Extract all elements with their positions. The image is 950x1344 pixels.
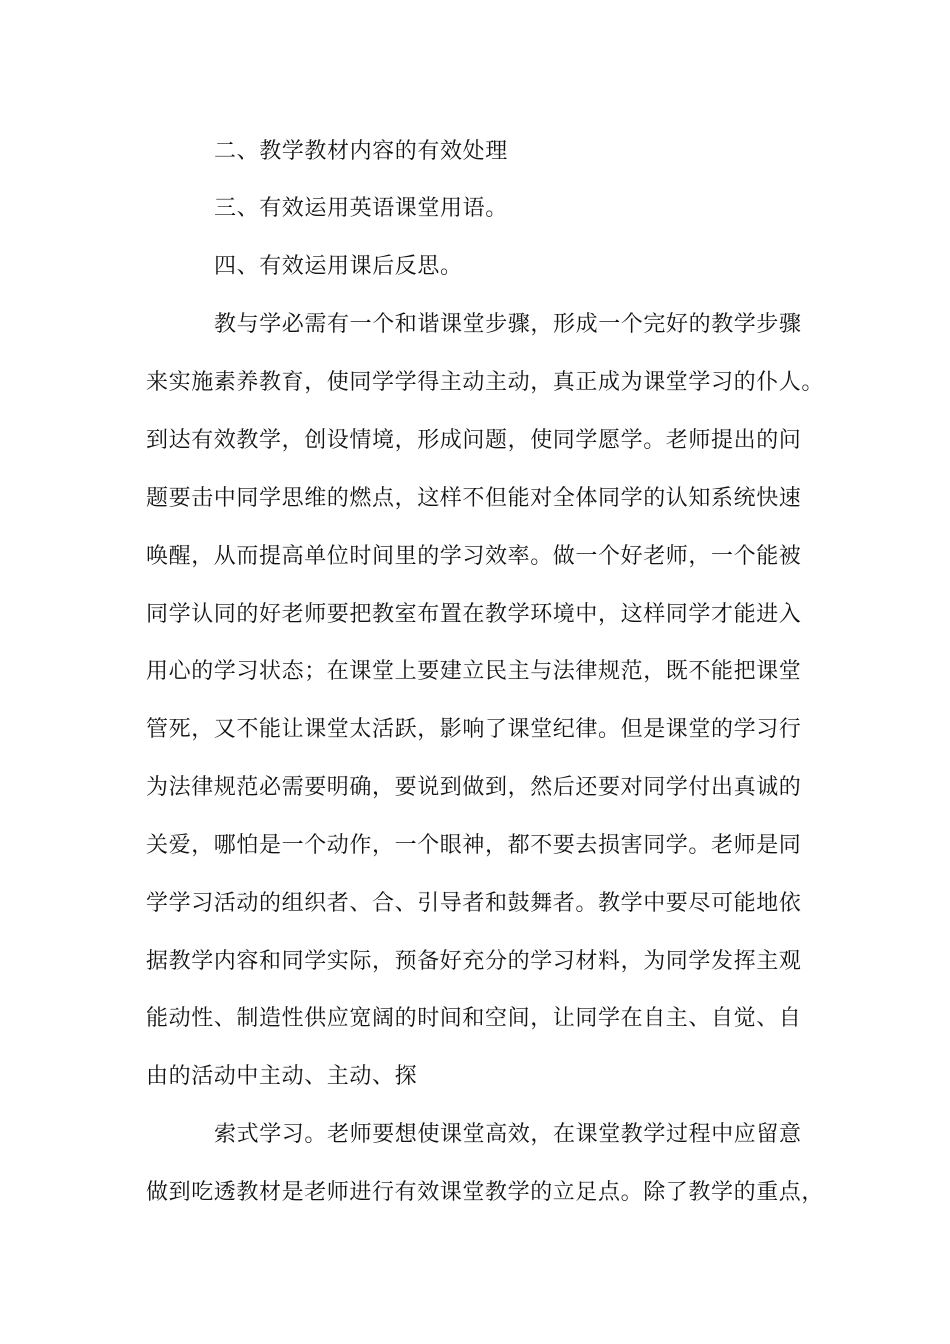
paragraph-line: 关爱，哪怕是一个动作，一个眼神，都不要去损害同学。老师是同 (146, 833, 802, 858)
heading-line-2: 二、教学教材内容的有效处理 (214, 139, 508, 164)
paragraph-line: 索式学习。老师要想使课堂高效，在课堂教学过程中应留意 (214, 1122, 802, 1147)
paragraph-line: 学学习活动的组织者、合、引导者和鼓舞者。教学中要尽可能地依 (146, 891, 802, 916)
paragraph-line: 同学认同的好老师要把教室布置在教学环境中，这样同学才能进入 (146, 602, 802, 627)
heading-line-3: 三、有效运用英语课堂用语。 (214, 196, 508, 221)
paragraph-line: 能动性、制造性供应宽阔的时间和空间，让同学在自主、自觉、自 (146, 1006, 802, 1031)
paragraph-line: 用心的学习状态；在课堂上要建立民主与法律规范，既不能把课堂 (146, 659, 802, 684)
paragraph-line: 唤醒，从而提高单位时间里的学习效率。做一个好老师，一个能被 (146, 544, 802, 569)
paragraph-line: 来实施素养教育，使同学学得主动主动，真正成为课堂学习的仆人。 (146, 370, 825, 395)
paragraph-line: 做到吃透教材是老师进行有效课堂教学的立足点。除了教学的重点， (146, 1180, 825, 1205)
heading-line-4: 四、有效运用课后反思。 (214, 254, 463, 279)
paragraph-line: 为法律规范必需要明确，要说到做到，然后还要对同学付出真诚的 (146, 775, 802, 800)
paragraph-line: 据教学内容和同学实际，预备好充分的学习材料，为同学发挥主观 (146, 949, 802, 974)
paragraph-line: 由的活动中主动、主动、探 (146, 1064, 418, 1089)
paragraph-line: 题要击中同学思维的燃点，这样不但能对全体同学的认知系统快速 (146, 486, 802, 511)
paragraph-line: 管死，又不能让课堂太活跃，影响了课堂纪律。但是课堂的学习行 (146, 717, 802, 742)
paragraph-line: 到达有效教学，创设情境，形成问题，使同学愿学。老师提出的问 (146, 428, 802, 453)
paragraph-line: 教与学必需有一个和谐课堂步骤，形成一个完好的教学步骤 (214, 312, 802, 337)
